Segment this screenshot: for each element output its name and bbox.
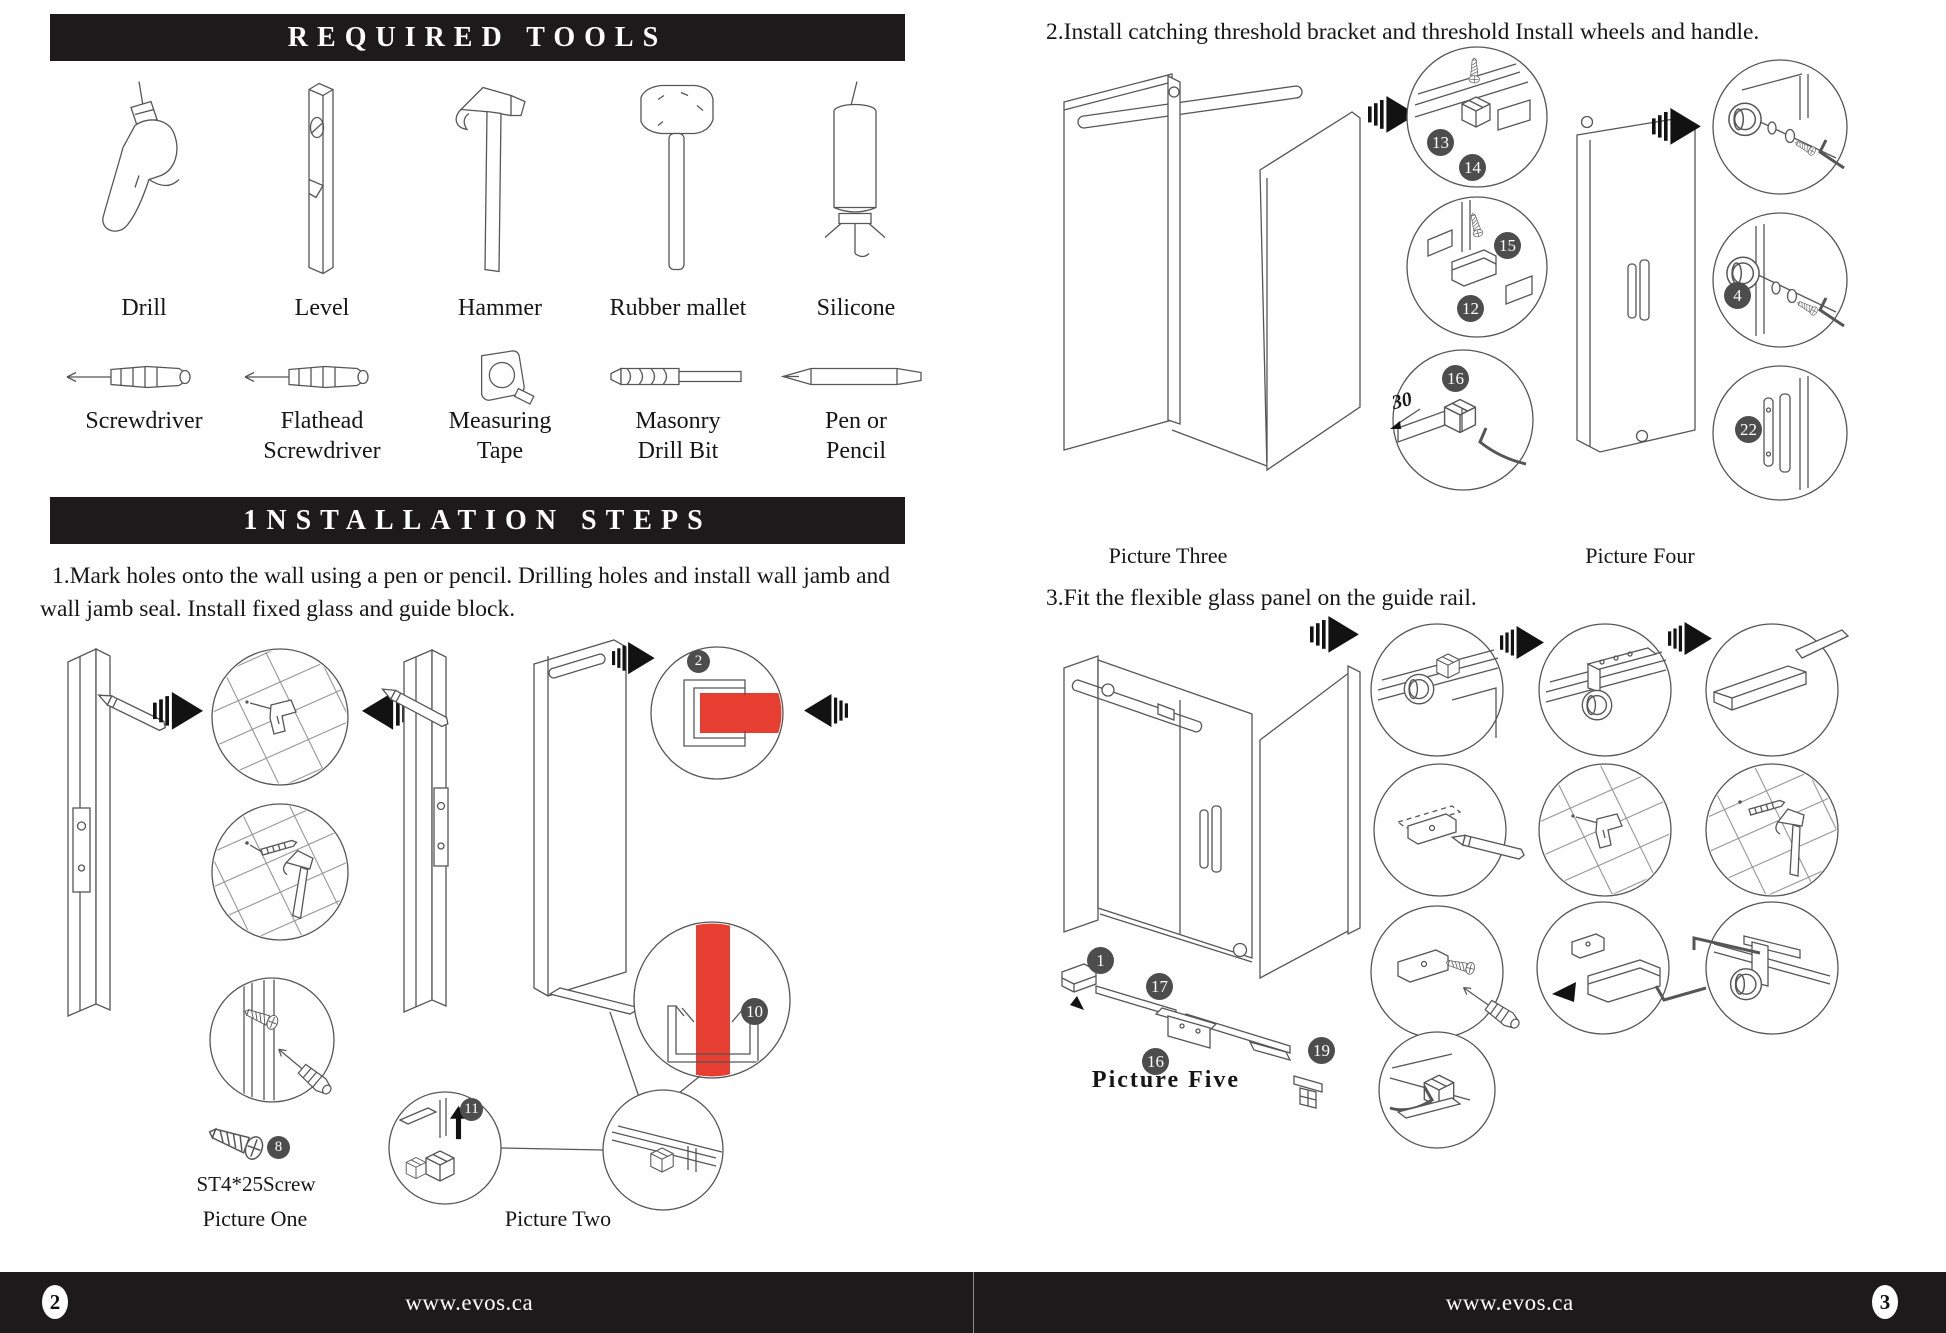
hammer-icon	[425, 68, 575, 293]
detail-circle-wheel-2	[1713, 213, 1847, 347]
bracket-icon	[1462, 97, 1490, 127]
tool-label: Tape	[476, 438, 524, 464]
wheel-icon	[1731, 969, 1762, 1000]
part-badge-17: 17	[1146, 973, 1173, 1000]
level-icon	[247, 68, 397, 293]
tool-pen-pencil	[767, 348, 945, 466]
part-badge-16: 16	[1442, 365, 1469, 392]
page-footer	[0, 1272, 1946, 1333]
drill-icon	[69, 68, 219, 293]
enclosure-drawing-top	[1064, 74, 1360, 470]
guide-block-icon	[426, 1151, 454, 1181]
tool-label: Drill Bit	[637, 438, 719, 464]
detail-circle-jamb-seal-bottom	[634, 920, 790, 1080]
wheel-icon	[1404, 674, 1433, 703]
pen-pencil-icon	[771, 348, 941, 406]
detail-circle-corner-bracket	[1379, 1032, 1495, 1148]
guide-block-icon	[651, 1148, 673, 1172]
detail-circle-mark-guide-block	[1374, 764, 1525, 896]
picture-two-caption: Picture Two	[504, 1206, 612, 1231]
part-badge-12: 12	[1457, 295, 1484, 322]
tool-masonry-drill-bit	[589, 348, 767, 466]
arrow-right-icon	[1500, 626, 1544, 659]
part-badge-13: 13	[1427, 129, 1454, 156]
dimension-30-label: 30	[1389, 387, 1415, 415]
tool-label: Screwdriver	[85, 408, 203, 434]
arrow-right-icon	[1310, 616, 1359, 653]
part-badge-16b: 16	[1142, 1048, 1169, 1075]
tool-rubber-mallet	[589, 68, 767, 323]
rubber-mallet-icon	[603, 68, 753, 293]
part-badge-22: 22	[1735, 416, 1762, 443]
tool-label: Pencil	[826, 438, 886, 464]
tool-label: Screwdriver	[263, 438, 381, 464]
footer-right-half	[973, 1272, 1946, 1333]
tool-label: Pen or	[825, 408, 887, 434]
measuring-tape-icon	[415, 348, 585, 406]
fixed-glass-panel-drawing	[534, 640, 640, 1014]
tool-hammer	[411, 68, 589, 323]
silicone-icon	[781, 68, 931, 293]
tool-drill	[55, 68, 233, 323]
tool-level	[233, 68, 411, 323]
masonry-drill-bit-icon	[593, 348, 763, 406]
page-number-right: 3	[1872, 1285, 1898, 1319]
tool-label: Flathead	[280, 408, 364, 434]
detail-circle-anchor-wall	[1706, 764, 1838, 896]
wheel-icon	[1729, 103, 1761, 135]
detail-circle-guide-rail	[603, 1090, 723, 1210]
picture-four-caption: Picture Four	[1585, 543, 1695, 568]
part-badge-seal-bottom: 10	[741, 998, 768, 1025]
door-panel-drawing	[1577, 117, 1695, 453]
detail-circle-handle	[1713, 366, 1847, 500]
step-2-text: 2.Install catching threshold bracket and threshold Install wheels and handle.	[1046, 19, 1760, 45]
required-tools-header: REQUIRED TOOLS	[50, 14, 905, 61]
enclosure-drawing-bottom	[1064, 656, 1360, 978]
tool-label: Level	[294, 295, 350, 321]
website-url-right: www.evos.ca	[1445, 1289, 1574, 1315]
part-badge-14: 14	[1459, 154, 1486, 181]
detail-circle-drill-wall	[1539, 764, 1671, 896]
picture-five-caption: Picture Five	[1091, 1067, 1241, 1093]
part-badge-4: 4	[1724, 282, 1751, 309]
part-badge-guide-block: 11	[460, 1098, 483, 1121]
bracket-icon	[1445, 400, 1476, 433]
part-badge-19: 19	[1308, 1037, 1335, 1064]
picture-one-caption: Picture One	[202, 1206, 308, 1231]
arrow-right-icon	[1668, 622, 1712, 655]
glass-strip-red	[696, 920, 730, 1080]
wheel-icon	[1582, 690, 1611, 719]
part-badge-1: 1	[1087, 947, 1114, 974]
detail-circle-screw-guide-block	[1371, 906, 1522, 1038]
tool-label: Hammer	[458, 295, 542, 321]
arrow-left-icon	[804, 694, 848, 727]
tool-flathead-screwdriver	[233, 348, 411, 466]
detail-circle-guide-block	[389, 1092, 501, 1204]
tools-row-2	[55, 348, 945, 466]
detail-circle-drilling	[212, 649, 348, 785]
footer-left-half	[0, 1272, 973, 1333]
part-badge-15: 15	[1494, 232, 1521, 259]
website-url-left: www.evos.ca	[405, 1289, 534, 1315]
picture-three-caption: Picture Three	[1108, 543, 1228, 568]
tool-measuring-tape	[411, 348, 589, 466]
detail-circle-antijump-bracket	[1539, 624, 1671, 756]
tool-label: Rubber mallet	[609, 295, 747, 321]
detail-circle-clip-allen	[1537, 902, 1706, 1034]
tool-silicone	[767, 68, 945, 323]
detail-circle-roller-on-rail	[1371, 624, 1503, 756]
st4-screw-icon	[206, 1121, 266, 1161]
installation-steps-header: 1NSTALLATION STEPS	[50, 497, 905, 544]
tool-label: Masonry	[635, 408, 721, 434]
screw-size-label: ST4*25Screw	[196, 1172, 316, 1196]
detail-circle-rail-end	[1706, 624, 1848, 756]
detail-circle-screwdriver	[210, 978, 335, 1102]
part-badge-seal-top: 2	[687, 650, 710, 673]
tools-row-1	[55, 68, 945, 323]
screwdriver-icon	[59, 348, 229, 406]
tool-label: Silicone	[816, 295, 896, 321]
part-badge-screw: 8	[267, 1136, 290, 1159]
detail-circle-jamb-seal-top	[651, 647, 800, 779]
tool-label: Drill	[121, 295, 167, 321]
detail-circle-wheel-1	[1713, 60, 1847, 194]
tool-screwdriver	[55, 348, 233, 466]
detail-circle-anchor-hammer	[212, 804, 348, 940]
step-3-text: 3.Fit the flexible glass panel on the guide rail.	[1046, 585, 1477, 611]
detail-circle-rail-bracket-allen	[1694, 902, 1838, 1034]
wall-jamb-drawing-1	[68, 649, 167, 1016]
tool-label: Measuring	[448, 408, 552, 434]
bracket-icon	[1437, 654, 1459, 678]
glass-strip-red	[700, 693, 800, 733]
guide-block-icon	[406, 1158, 426, 1179]
page-number-left: 2	[42, 1285, 68, 1319]
step-1-text: 1.Mark holes onto the wall using a pen or pencil. Drilling holes and install wall jamb and wall jamb seal. Install fixed glass and guide block.	[40, 563, 891, 622]
flathead-screwdriver-icon	[237, 348, 407, 406]
